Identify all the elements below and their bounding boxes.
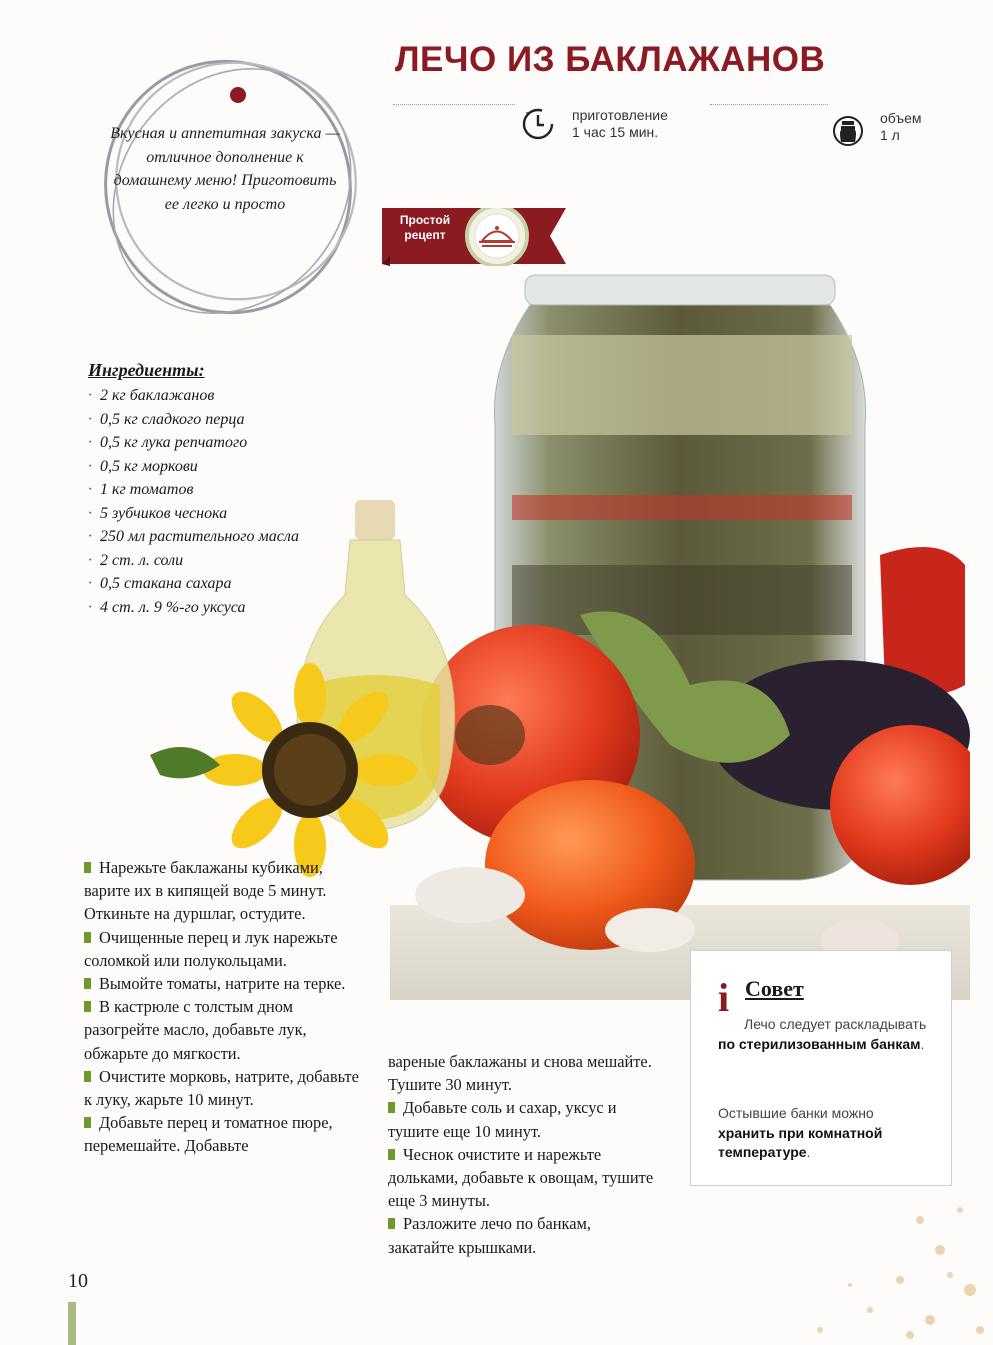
step-item: Добавьте перец и томатное пюре, перемешайте. Добавьте xyxy=(84,1113,333,1156)
decorative-crumbs xyxy=(620,1190,990,1345)
bullet-marker xyxy=(84,1001,91,1012)
bullet-marker xyxy=(84,932,91,943)
ingredients-list xyxy=(88,384,328,619)
steps-column-left xyxy=(84,856,364,1158)
divider xyxy=(710,104,828,105)
list-item: · 0,5 кг лука репчатого xyxy=(88,431,328,455)
bullet-marker xyxy=(84,1117,91,1128)
volume: объем 1 л xyxy=(880,110,922,143)
step-item: Очистите морковь, натрите, добавьте к луку, жарьте 10 минут. xyxy=(84,1066,359,1110)
list-item: · 250 мл растительного масла xyxy=(88,525,328,549)
step-item: Добавьте соль и сахар, уксус и тушите еще 10 минут. xyxy=(388,1098,617,1141)
bullet-marker xyxy=(388,1102,395,1113)
step-item: Вымойте томаты, натрите на терке. xyxy=(84,972,364,995)
steps-column-right xyxy=(388,1050,658,1259)
step-item: Чеснок очистите и нарежьте дольками, добавьте к овощам, тушите еще 3 минуты. xyxy=(388,1144,654,1211)
jar-icon xyxy=(830,112,866,148)
list-item: · 0,5 кг сладкого перца xyxy=(88,408,328,432)
page-number: 10 xyxy=(68,1270,88,1292)
recipe-title: ЛЕЧО ИЗ БАКЛАЖАНОВ xyxy=(395,40,826,79)
step-continued: вареные баклажаны и снова мешайте. Тушите 30 минут. xyxy=(388,1052,652,1095)
badge-label: Простой рецепт xyxy=(399,213,451,242)
step-item: Нарежьте баклажаны кубиками, варите их в кипящей воде 5 минут. Откиньте на дуршлаг, остудите. xyxy=(84,858,327,924)
divider xyxy=(393,104,515,105)
list-item: · 2 ст. л. соли xyxy=(88,549,328,573)
list-item: · 1 кг томатов xyxy=(88,478,328,502)
list-item: · 2 кг баклажанов xyxy=(88,384,328,408)
bullet-marker xyxy=(388,1149,395,1160)
list-item: · 4 ст. л. 9 %-го уксуса xyxy=(88,596,328,620)
bullet-marker xyxy=(84,1071,91,1082)
clock-icon xyxy=(520,106,556,142)
step-item: В кастрюле с толстым дном разогрейте масло, добавьте лук, обжарьте до мягкости. xyxy=(84,997,307,1063)
prep-time: приготовление 1 час 15 мин. xyxy=(572,107,668,140)
bullet-marker xyxy=(84,862,91,873)
bullet-marker xyxy=(388,1218,395,1229)
tip-paragraph: Лечо следует раскладывать по стерилизованным банкам. xyxy=(718,1016,927,1052)
list-item: · 0,5 кг моркови xyxy=(88,455,328,479)
tip-paragraph: Остывшие банки можно хранить при комнатной температуре. xyxy=(718,1105,883,1160)
step-item: Разложите лечо по банкам, закатайте крышками. xyxy=(388,1214,591,1257)
info-icon: i xyxy=(718,975,730,1020)
tip-title: Совет xyxy=(745,976,804,1001)
ingredients-title: Ингредиенты: xyxy=(88,360,205,380)
step-item: Очищенные перец и лук нарежьте соломкой или полукольцами. xyxy=(84,927,338,970)
list-item: · 0,5 стакана сахара xyxy=(88,572,328,596)
intro-text: Вкусная и аппетитная закуска — отличное дополнение к домашнему меню! Приготовить ее легко и просто xyxy=(110,125,340,213)
page-accent-bar xyxy=(68,1302,76,1345)
bullet-marker xyxy=(84,978,91,989)
list-item: · 5 зубчиков чеснока xyxy=(88,502,328,526)
